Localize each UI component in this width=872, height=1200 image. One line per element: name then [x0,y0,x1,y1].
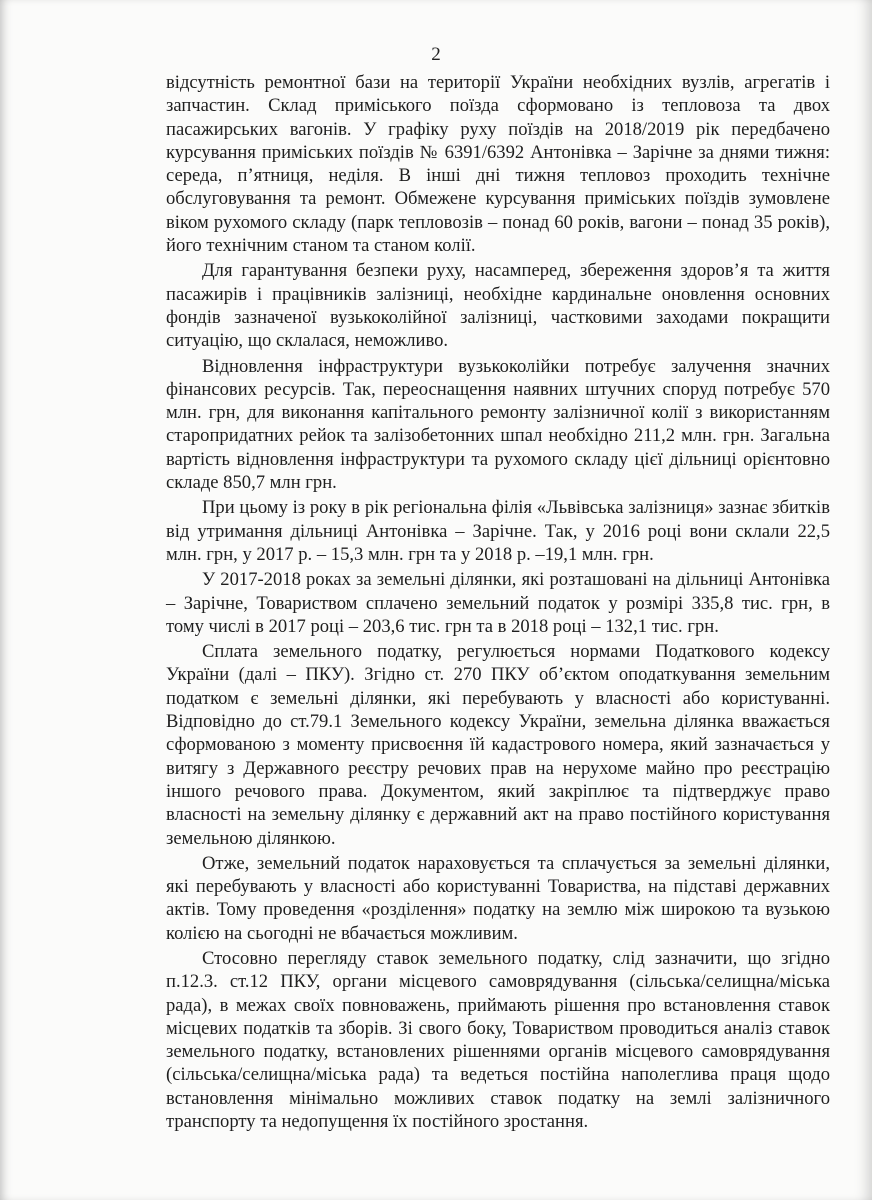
paragraph-losses: При цьому із року в рік регіональна філія «Львівська залізниця» зазнає збитків від утримання дільниці Антонівка – Зарічне. Так, у 2016 році вони склали 22,5 млн. грн, у 2017 р. – 15,3 млн. грн та у 2018 р. –19,1 млн. грн. [166,497,830,565]
paragraph-tax-rates: Стосовно перегляду ставок земельного податку, слід зазначити, що згідно п.12.3. ст.12 ПКУ, органи місцевого самоврядування (сільська/селищна/міська рада), в межах своїх повноважень, приймають рішення про встановлення ставок місцевих податків та зборів. Зі свого боку, Товариством проводиться аналіз ставок земельного податку, встановлених рішеннями органів місцевого самоврядування (сільська/селищна/міська рада) та ведеться постійна наполеглива праця щодо встановлення мінімально можливих ставок податку на землі залізничного транспорту та недопущення їх постійного зростання. [166,947,830,1133]
paragraph-continuation: відсутність ремонтної бази на території України необхідних вузлів, агрегатів і запчастин. Склад приміського поїзда сформовано із тепловоза та двох пасажирських вагонів. У графіку руху поїздів на 2018/2019 рік передбачено курсування приміських поїздів № 6391/6392 Антонівка – Зарічне за днями тижня: середа, п’ятниця, неділя. В інші дні тижня тепловоз проходить технічне обслуговування та ремонт. Обмежене курсування приміських поїздів зумовлене віком рухомого складу (парк тепловозів – понад 60 років, вагони – понад 35 років), його технічним станом та станом колії. [166,72,830,257]
paragraph-land-tax-paid: У 2017-2018 роках за земельні ділянки, які розташовані на дільниці Антонівка – Зарічне, Товариством сплачено земельний податок у розмірі 335,8 тис. грн, в тому числі в 2017 році – 203,6 тис. грн та в 2018 році – 132,1 тис. грн. [166,569,830,637]
letter-body [166,71,830,1133]
paragraph-infrastructure-cost: Відновлення інфраструктури вузькоколійки потребує залучення значних фінансових ресурсів. Так, переоснащення наявних штучних споруд потребує 570 млн. грн, для виконання капітального ремонту залізничної колії з використанням старопридатних рейок та залізобетонних шпал необхідно 211,2 млн. грн. Загальна вартість відновлення інфраструктури та рухомого складу цієї дільниці орієнтовно складе 850,7 млн грн. [166,355,830,494]
page-number: 2 [431,44,441,65]
paragraph-safety: Для гарантування безпеки руху, насамперед, збереження здоров’я та життя пасажирів і працівників залізниці, необхідне кардинальне оновлення основних фондів зазначеної вузькоколійної залізниці, частковими заходами покращити ситуацію, що склалася, неможливо. [166,260,830,352]
paragraph-conclusion: Отже, земельний податок нараховується та сплачується за земельні ділянки, які перебувають у власності або користуванні Товариства, на підставі державних актів. Тому проведення «розділення» податку на землю між широкою та вузькою колією на сьогодні не вбачається можливим. [166,852,830,944]
paragraph-tax-code: Сплата земельного податку, регулюється нормами Податкового кодексу України (далі – ПКУ). Згідно ст. 270 ПКУ об’єктом оподаткування земельним податком є земельні ділянки, які перебувають у власності або користуванні. Відповідно до ст.79.1 Земельного кодексу України, земельна ділянка вважається сформованою з моменту присвоєння їй кадастрового номера, який зазначається у витягу з Державного реєстру речових прав на нерухоме майно про реєстрацію іншого речового права. Документом, який закріплює та підтверджує право власності на земельну ділянку є державний акт на право постійного користування земельною ділянкою. [166,641,830,849]
